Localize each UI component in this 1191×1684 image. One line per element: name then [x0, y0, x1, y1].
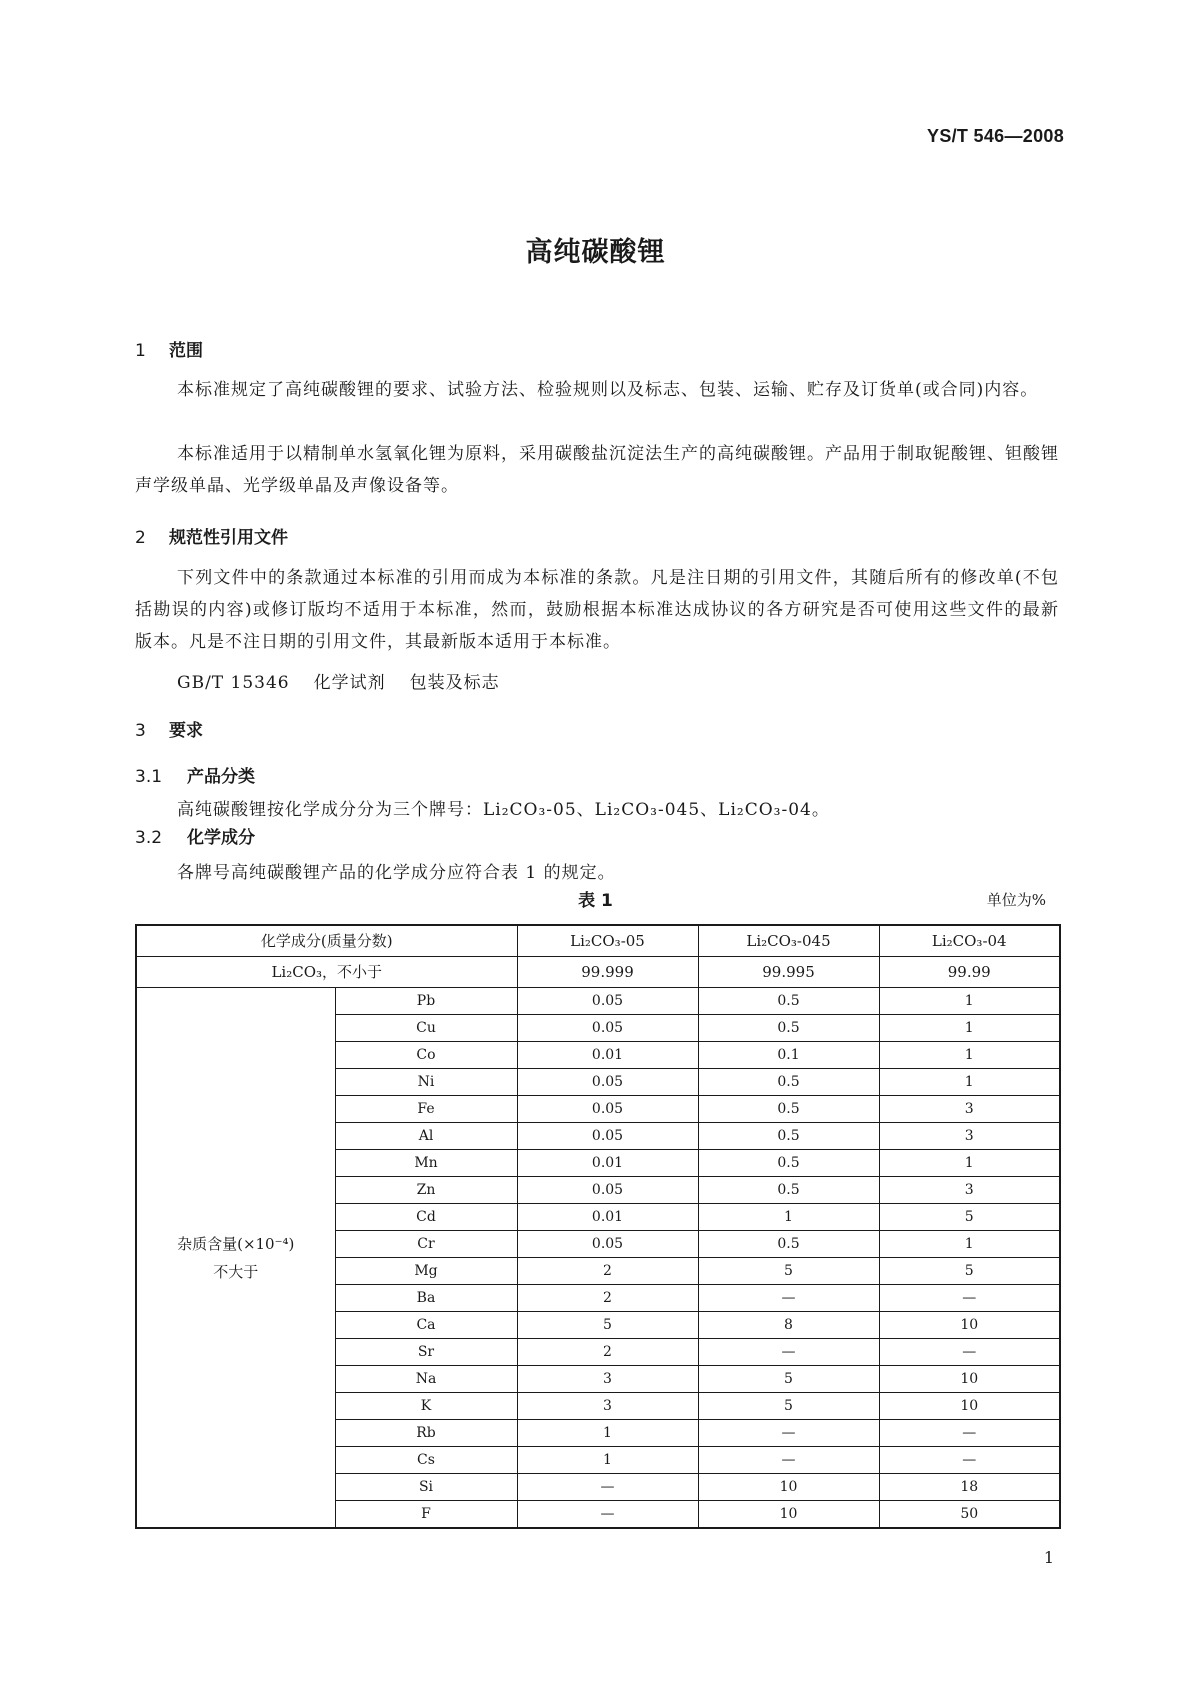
section-3-1-title: 产品分类: [187, 767, 255, 787]
element-cell: Ni: [335, 1069, 517, 1096]
section-3-1-text: [177, 795, 830, 820]
header-cell-grade-05: Li₂CO₃-05: [517, 925, 698, 957]
section-3-2-number: 3.2: [135, 828, 163, 848]
impurity-value-cell: 3: [879, 1177, 1060, 1204]
impurity-value-cell: 0.1: [698, 1042, 879, 1069]
impurity-value-cell: —: [879, 1339, 1060, 1366]
impurity-value-cell: 5: [698, 1393, 879, 1420]
element-cell: Mn: [335, 1150, 517, 1177]
document-number: YS/T 546—2008: [927, 126, 1064, 146]
grade-list: Li₂CO₃-05、Li₂CO₃-045、Li₂CO₃-04。: [483, 800, 830, 820]
impurity-value-cell: 3: [879, 1123, 1060, 1150]
section-2-title: 规范性引用文件: [169, 528, 288, 548]
impurity-value-cell: 3: [879, 1096, 1060, 1123]
section-3-2-title: 化学成分: [187, 828, 255, 848]
table-caption: 表 1: [578, 891, 613, 911]
element-cell: Cr: [335, 1231, 517, 1258]
element-cell: Cs: [335, 1447, 517, 1474]
section-3-number: 3: [135, 721, 146, 741]
li2co3-value-grade-045: 99.995: [698, 957, 879, 988]
chemical-composition-table: [135, 924, 1061, 1529]
impurity-label-line-1: 杂质含量(×10⁻⁴): [177, 1234, 295, 1253]
impurity-value-cell: —: [879, 1285, 1060, 1312]
element-cell: Cd: [335, 1204, 517, 1231]
impurity-value-cell: 3: [517, 1366, 698, 1393]
impurity-value-cell: 1: [879, 1015, 1060, 1042]
impurity-value-cell: 0.5: [698, 1069, 879, 1096]
section-1-title: 范围: [169, 341, 203, 361]
element-cell: Al: [335, 1123, 517, 1150]
impurity-label-cell: [136, 988, 335, 1529]
element-cell: Rb: [335, 1420, 517, 1447]
section-1-paragraph-2: 本标准适用于以精制单水氢氧化锂为原料，采用碳酸盐沉淀法生产的高纯碳酸锂。产品用于制取铌酸锂、钽酸锂声学级单晶、光学级单晶及声像设备等。: [135, 444, 1059, 496]
impurity-value-cell: 8: [698, 1312, 879, 1339]
section-1-number: 1: [135, 341, 146, 361]
element-cell: Ba: [335, 1285, 517, 1312]
li2co3-value-grade-05: 99.999: [517, 957, 698, 988]
impurity-value-cell: 1: [879, 988, 1060, 1015]
section-3-2-text: 各牌号高纯碳酸锂产品的化学成分应符合表 1 的规定。: [177, 863, 616, 883]
impurity-value-cell: 2: [517, 1339, 698, 1366]
product-classification-text: 高纯碳酸锂按化学成分分为三个牌号：: [177, 800, 483, 820]
impurity-value-cell: —: [698, 1285, 879, 1312]
element-cell: Cu: [335, 1015, 517, 1042]
element-cell: Zn: [335, 1177, 517, 1204]
impurity-value-cell: 0.05: [517, 1123, 698, 1150]
element-cell: Co: [335, 1042, 517, 1069]
section-2-heading: [135, 523, 288, 548]
impurity-value-cell: 0.05: [517, 1231, 698, 1258]
impurity-value-cell: 1: [698, 1204, 879, 1231]
impurity-value-cell: 1: [517, 1420, 698, 1447]
section-1-heading: [135, 336, 203, 361]
impurity-value-cell: 1: [879, 1069, 1060, 1096]
section-2-paragraph: 下列文件中的条款通过本标准的引用而成为本标准的条款。凡是注日期的引用文件，其随后所有的修改单(不包括勘误的内容)或修订版均不适用于本标准，然而，鼓励根据本标准达成协议的各方研究是否可使用这些文件的最新版本。凡是不注日期的引用文件，其最新版本适用于本标准。: [135, 568, 1059, 652]
element-cell: Mg: [335, 1258, 517, 1285]
impurity-value-cell: —: [879, 1420, 1060, 1447]
impurity-value-cell: 10: [879, 1393, 1060, 1420]
element-cell: Si: [335, 1474, 517, 1501]
impurity-value-cell: 2: [517, 1285, 698, 1312]
impurity-value-cell: 0.01: [517, 1042, 698, 1069]
impurity-value-cell: —: [698, 1447, 879, 1474]
section-1-paragraph-1: 本标准规定了高纯碳酸锂的要求、试验方法、检验规则以及标志、包装、运输、贮存及订货单(或合同)内容。: [177, 380, 1039, 400]
impurity-value-cell: 0.5: [698, 1150, 879, 1177]
impurity-value-cell: 10: [879, 1366, 1060, 1393]
impurity-value-cell: 0.5: [698, 1177, 879, 1204]
impurity-value-cell: 1: [879, 1231, 1060, 1258]
impurity-value-cell: 0.05: [517, 1015, 698, 1042]
impurity-value-cell: 1: [517, 1447, 698, 1474]
impurity-value-cell: 0.05: [517, 988, 698, 1015]
table-header-row: [136, 925, 1060, 957]
impurity-value-cell: 5: [698, 1258, 879, 1285]
impurity-value-cell: —: [517, 1474, 698, 1501]
impurity-value-cell: 5: [517, 1312, 698, 1339]
section-3-1-number: 3.1: [135, 767, 163, 787]
impurity-value-cell: 5: [879, 1204, 1060, 1231]
table-unit: 单位为%: [986, 891, 1046, 909]
table-row: [136, 988, 1060, 1015]
impurity-value-cell: 2: [517, 1258, 698, 1285]
impurity-value-cell: 0.5: [698, 1096, 879, 1123]
impurity-value-cell: 1: [879, 1042, 1060, 1069]
impurity-value-cell: 0.5: [698, 988, 879, 1015]
impurity-value-cell: 3: [517, 1393, 698, 1420]
impurity-value-cell: 10: [879, 1312, 1060, 1339]
impurity-value-cell: 5: [698, 1366, 879, 1393]
impurity-value-cell: 10: [698, 1501, 879, 1529]
element-cell: F: [335, 1501, 517, 1529]
page-number: 1: [1043, 1548, 1054, 1567]
impurity-value-cell: 0.5: [698, 1123, 879, 1150]
impurity-value-cell: —: [879, 1447, 1060, 1474]
header-cell-composition: 化学成分(质量分数): [136, 925, 517, 957]
impurity-value-cell: 0.01: [517, 1204, 698, 1231]
impurity-value-cell: 18: [879, 1474, 1060, 1501]
section-2-number: 2: [135, 528, 146, 548]
impurity-value-cell: 0.05: [517, 1069, 698, 1096]
section-3-title: 要求: [169, 721, 203, 741]
impurity-value-cell: 0.05: [517, 1096, 698, 1123]
element-cell: K: [335, 1393, 517, 1420]
li2co3-label-cell: Li₂CO₃，不小于: [136, 957, 517, 988]
impurity-value-cell: —: [517, 1501, 698, 1529]
reference-code: GB/T 15346: [177, 673, 290, 693]
section-3-1-heading: [135, 762, 255, 787]
impurity-value-cell: 5: [879, 1258, 1060, 1285]
element-cell: Fe: [335, 1096, 517, 1123]
table-row-li2co3: [136, 957, 1060, 988]
impurity-value-cell: 0.01: [517, 1150, 698, 1177]
impurity-value-cell: 1: [879, 1150, 1060, 1177]
impurity-value-cell: —: [698, 1339, 879, 1366]
impurity-value-cell: —: [698, 1420, 879, 1447]
impurity-value-cell: 10: [698, 1474, 879, 1501]
impurity-value-cell: 0.5: [698, 1231, 879, 1258]
impurity-value-cell: 0.05: [517, 1177, 698, 1204]
page-title: 高纯碳酸锂: [525, 237, 666, 268]
element-cell: Sr: [335, 1339, 517, 1366]
header-cell-grade-04: Li₂CO₃-04: [879, 925, 1060, 957]
normative-reference: [177, 668, 500, 693]
impurity-value-cell: 50: [879, 1501, 1060, 1529]
reference-title-part-1: 化学试剂: [313, 673, 386, 693]
impurity-label-line-2: 不大于: [213, 1262, 259, 1281]
li2co3-value-grade-04: 99.99: [879, 957, 1060, 988]
section-3-2-heading: [135, 823, 255, 848]
reference-title-part-2: 包装及标志: [409, 673, 500, 693]
element-cell: Pb: [335, 988, 517, 1015]
element-cell: Ca: [335, 1312, 517, 1339]
impurity-value-cell: 0.5: [698, 1015, 879, 1042]
header-cell-grade-045: Li₂CO₃-045: [698, 925, 879, 957]
element-cell: Na: [335, 1366, 517, 1393]
section-3-heading: [135, 716, 203, 741]
